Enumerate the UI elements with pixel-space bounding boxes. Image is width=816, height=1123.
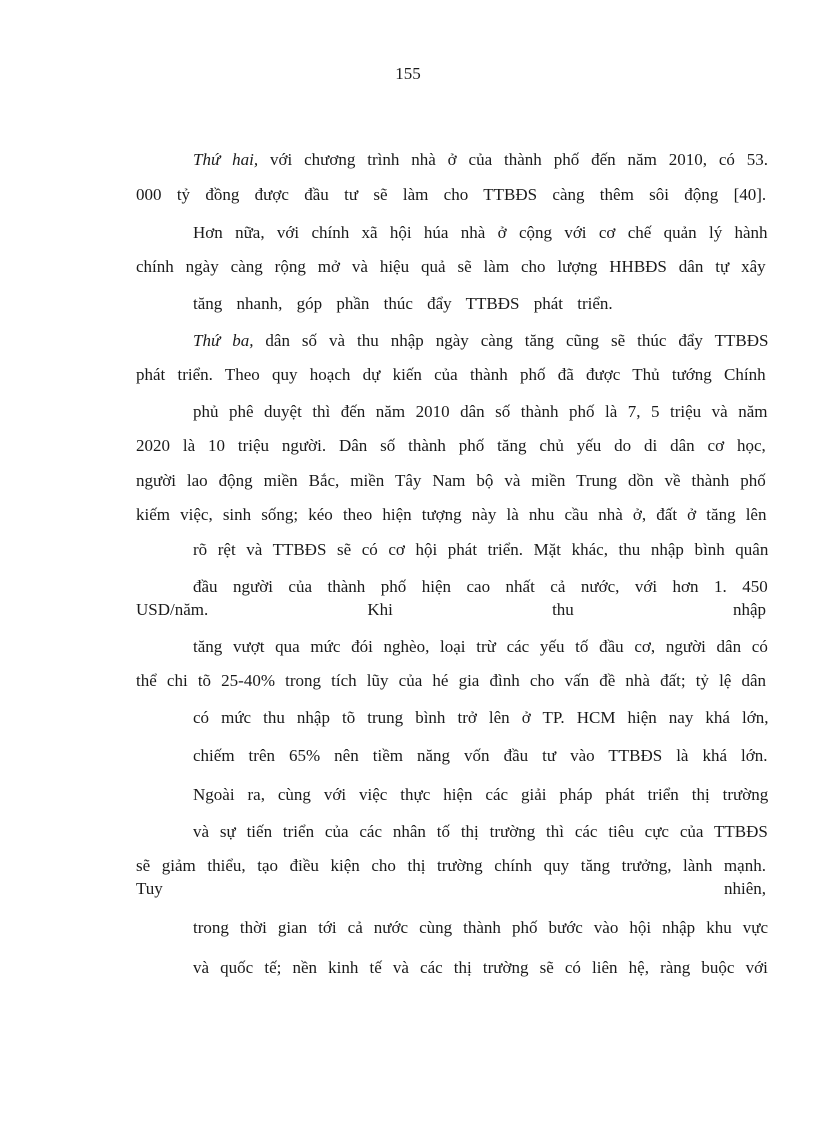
text-line: người lao động miền Bắc, miền Tây Nam bộ và miền Trung dồn về thành phố: [136, 471, 766, 490]
text-line: rõ rệt và TTBĐS sẽ có cơ hội phát triển. Mặt khác, thu nhập bình quân: [193, 540, 769, 559]
text-line: Hơn nữa, với chính xã hội húa nhà ở cộng với cơ chế quản lý hành: [193, 223, 768, 242]
text-line: 000 tỷ đồng được đầu tư sẽ làm cho TTBĐS càng thêm sôi động [40].: [136, 185, 767, 204]
text-line: phủ phê duyệt thì đến năm 2010 dân số thành phố là 7, 5 triệu và năm: [193, 402, 768, 421]
text-line: đầu người của thành phố hiện cao nhất cả nước, với hơn 1. 450: [193, 577, 768, 596]
text-line: và quốc tế; nền kinh tế và các thị trường sẽ có liên hệ, ràng buộc với: [193, 958, 768, 977]
text-line: chiếm trên 65% nên tiềm năng vốn đầu tư vào TTBĐS là khá lớn.: [193, 746, 768, 765]
text-line: kiếm việc, sinh sống; kéo theo hiện tượng này là nhu cầu nhà ở, đất ở tăng lên: [136, 505, 767, 524]
text-line: Thứ hai, với chương trình nhà ở của thành phố đến năm 2010, có 53.: [193, 150, 769, 169]
italic-lead: Thứ ba,: [193, 331, 254, 350]
text-line: và sự tiến triển của các nhân tố thị trường thì các tiêu cực của TTBĐS: [193, 822, 768, 841]
text-line: thể chi tõ 25-40% trong tích lũy của hé gia đình cho vấn đề nhà đất; tỷ lệ dân: [136, 671, 767, 690]
page-number: 155: [395, 64, 421, 83]
text-line: có mức thu nhập tõ trung bình trở lên ở TP. HCM hiện nay khá lớn,: [193, 708, 769, 727]
text-line: Ngoài ra, cùng với việc thực hiện các giải pháp phát triển thị trường: [193, 785, 769, 804]
text-line: Thứ ba, dân số và thu nhập ngày càng tăng cũng sẽ thúc đẩy TTBĐS: [193, 331, 769, 350]
italic-lead: Thứ hai,: [193, 150, 259, 169]
justified-line: USD/năm. Khi thu nhập: [136, 600, 766, 619]
text-line: trong thời gian tới cả nước cùng thành phố bước vào hội nhập khu vực: [193, 918, 769, 937]
text-line: chính ngày càng rộng mở và hiệu quả sẽ làm cho lượng HHBĐS dân tự xây: [136, 257, 766, 276]
justified-line: Tuy nhiên,: [136, 879, 766, 898]
text-line: 2020 là 10 triệu người. Dân số thành phố tăng chủ yếu do di dân cơ học,: [136, 436, 766, 455]
text-line: phát triển. Theo quy hoạch dự kiến của thành phố đã được Thủ tướng Chính: [136, 365, 766, 384]
text-line: tăng nhanh, góp phần thúc đẩy TTBĐS phát triển.: [193, 294, 613, 313]
text-line: tăng vượt qua mức đói nghèo, loại trừ các yếu tố đầu cơ, người dân có: [193, 637, 768, 656]
text-line: sẽ giảm thiểu, tạo điều kiện cho thị trường chính quy tăng trưởng, lành mạnh.: [136, 856, 766, 875]
